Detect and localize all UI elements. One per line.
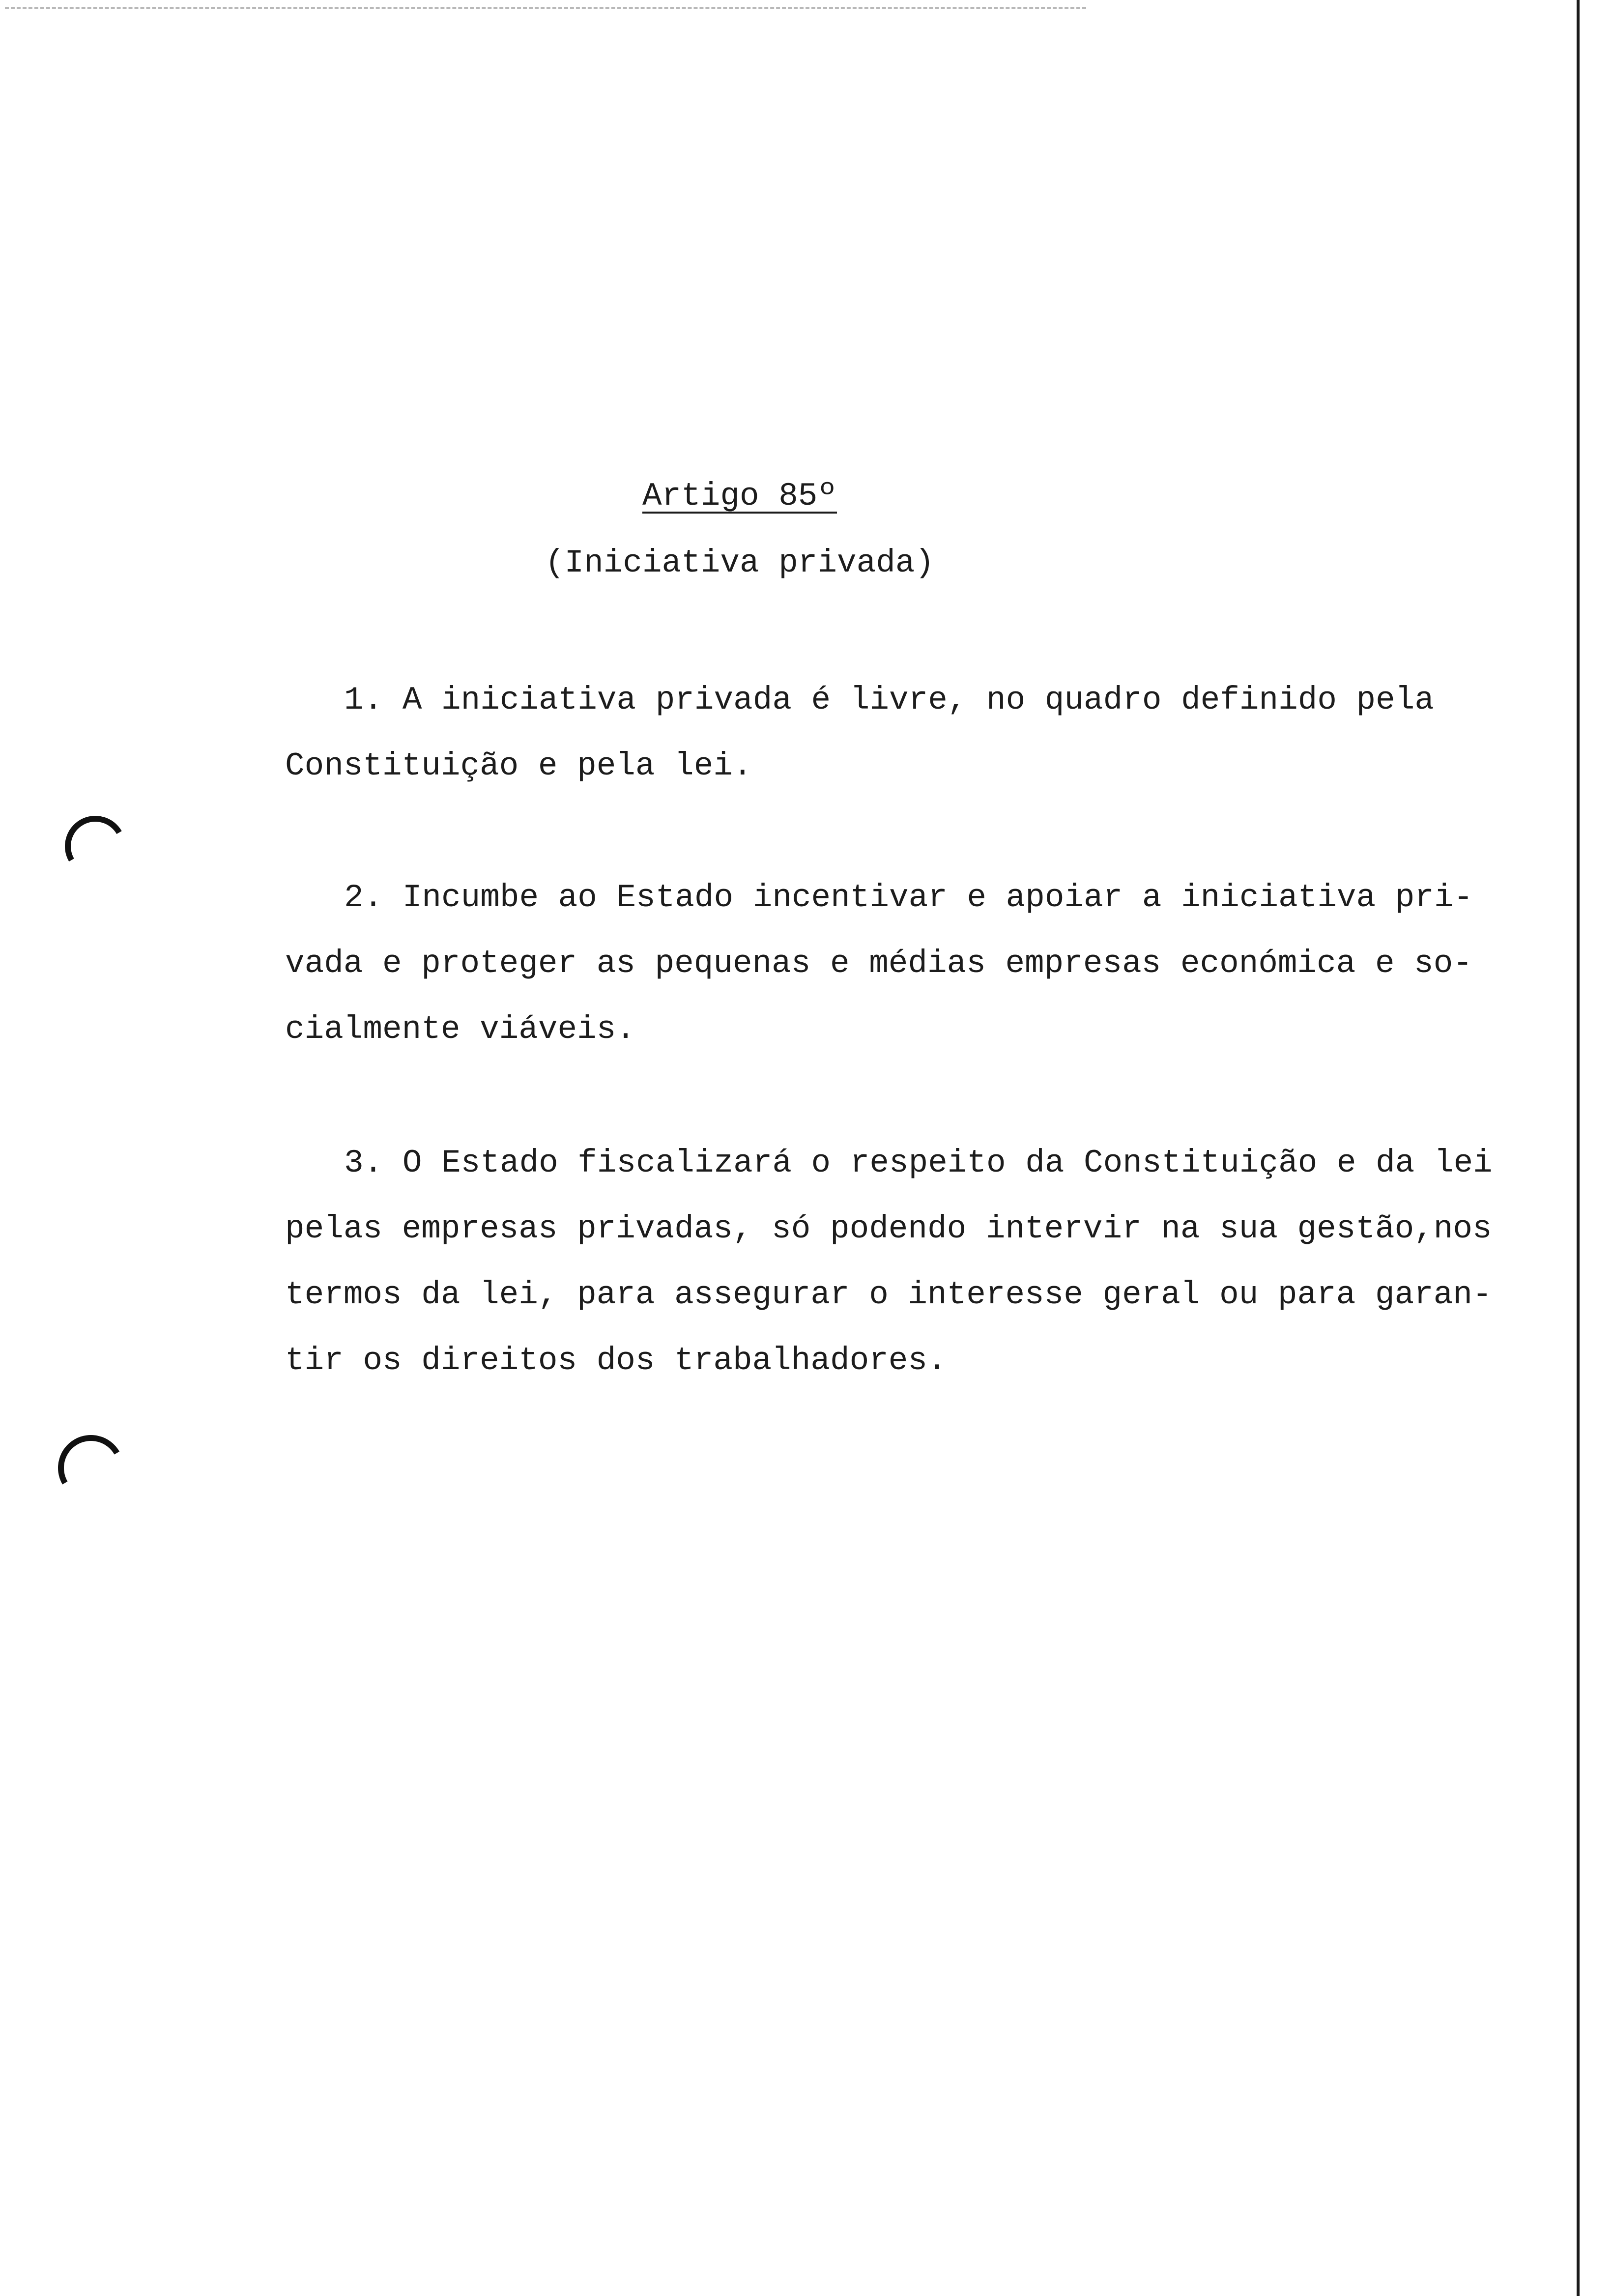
- binder-hole-mark-lower: [51, 1428, 131, 1508]
- paragraph-line: termos da lei, para assegurar o interesse geral ou para garan-: [285, 1276, 1492, 1313]
- paragraph-line: tir os direitos dos trabalhadores.: [285, 1342, 947, 1379]
- paragraph-line: Constituição e pela lei.: [285, 747, 752, 784]
- paragraph-line: pelas empresas privadas, só podendo intervir na sua gestão,nos: [285, 1210, 1492, 1247]
- paragraph-line: 2. Incumbe ao Estado incentivar e apoiar a iniciativa pri-: [344, 879, 1473, 916]
- paragraph-line: cialmente viáveis.: [285, 1011, 635, 1048]
- paragraph-1: [285, 667, 1504, 799]
- scan-right-edge: [1577, 0, 1580, 2296]
- article-title: Artigo 85º: [642, 478, 837, 515]
- paragraph-3: [285, 1130, 1504, 1394]
- paragraph-line: 3. O Estado fiscalizará o respeito da Constituição e da lei: [344, 1145, 1493, 1181]
- paragraph-2: [285, 865, 1504, 1062]
- paragraph-line: 1. A iniciativa privada é livre, no quadro definido pela: [344, 682, 1434, 718]
- scan-top-edge: [5, 7, 1086, 9]
- paragraph-line: vada e proteger as pequenas e médias empresas económica e so-: [285, 945, 1472, 982]
- binder-hole-mark-upper: [58, 809, 133, 884]
- article-subtitle: (Iniciativa privada): [545, 545, 935, 581]
